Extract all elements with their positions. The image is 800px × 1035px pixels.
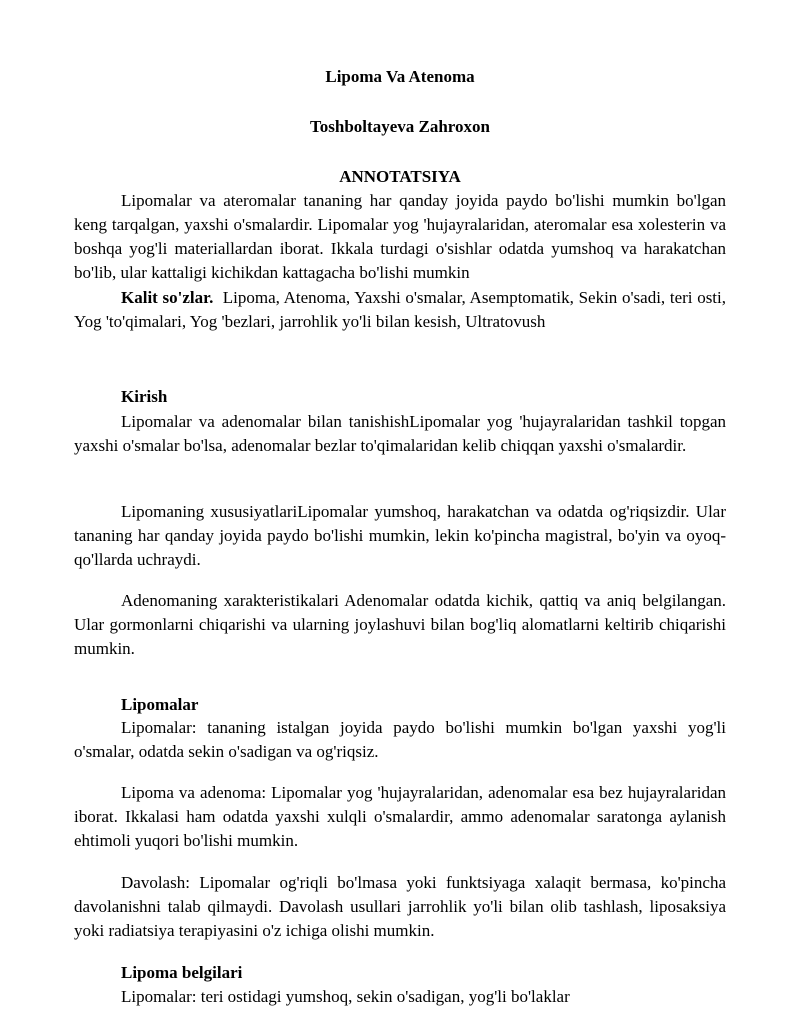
belgilari-paragraph: Lipomalar: teri ostidagi yumshoq, sekin o'sadigan, yog'li bo'laklar xyxy=(121,987,570,1006)
keywords-text: Lipoma, Atenoma, Yaxshi o'smalar, Asemptomatik, Sekin o'sadi, teri osti, Yog 'to'qimalari, Yog 'bezlari, jarrohlik yo'li bilan kesish, Ultratovush xyxy=(74,288,727,331)
intro-paragraph: Lipomaning xususiyatlariLipomalar yumshoq, harakatchan va odatda og'riqsizdir. Ular tananing har qanday joyida paydo bo'lishi mumkin, lekin ko'pincha magistral, bo'yin va oyoq-qo'llarda uchraydi. xyxy=(74,502,726,569)
lipomalar-paragraph: Lipoma va adenoma: Lipomalar yog 'hujayralaridan, adenomalar esa bez hujayralaridan iborat. Ikkalasi ham odatda yaxshi xulqli o'smalardir, ammo adenomalar saratonga aylanish ehtimoli yuqori bo'lishi mumkin. xyxy=(74,783,726,850)
keywords-paragraph xyxy=(74,286,726,334)
annotation-paragraph: Lipomalar va ateromalar tananing har qanday joyida paydo bo'lishi mumkin bo'lgan keng tarqalgan, yaxshi o'smalardir. Lipomalar yog 'hujayralaridan, ateromalar esa xolesterin va boshqa yog'li materiallardan iborat. Ikkala turdagi o'sishlar odatda yumshoq va harakatchan bo'lib, ular kattaligi kichikdan kattagacha bo'lishi mumkin xyxy=(74,191,726,282)
lipomalar-paragraph: Lipomalar: tananing istalgan joyida paydo bo'lishi mumkin bo'lgan yaxshi yog'li o'smalar, odatda sekin o'sadigan va og'riqsiz. xyxy=(74,718,726,761)
intro-paragraph: Adenomaning xarakteristikalari Adenomalar odatda kichik, qattiq va aniq belgilangan. Ular gormonlarni chiqarishi va ularning joylashuvi bilan bog'liq alomatlarni keltirib chiqarishi mumkin. xyxy=(74,591,726,658)
author-name: Toshboltayeva Zahroxon xyxy=(310,117,490,136)
belgilari-heading: Lipoma belgilari xyxy=(121,963,243,982)
intro-paragraph: Lipomalar va adenomalar bilan tanishishLipomalar yog 'hujayralaridan tashkil topgan yaxshi o'smalar bo'lsa, adenomalar bezlar to'qimalaridan kelib chiqqan yaxshi o'smalardir. xyxy=(74,412,726,455)
annotation-heading: ANNOTATSIYA xyxy=(339,167,461,186)
paper-title: Lipoma Va Atenoma xyxy=(325,67,475,86)
keywords-label: Kalit so'zlar. xyxy=(121,288,214,307)
lipomalar-paragraph: Davolash: Lipomalar og'riqli bo'lmasa yoki funktsiyaga xalaqit bermasa, ko'pincha davolanishni talab qilmaydi. Davolash usullari jarrohlik yo'li bilan olib tashlash, liposaksiya yoki radiatsiya terapiyasini o'z ichiga olishi mumkin. xyxy=(74,873,726,940)
lipomalar-heading: Lipomalar xyxy=(121,695,199,714)
intro-heading: Kirish xyxy=(121,387,168,406)
